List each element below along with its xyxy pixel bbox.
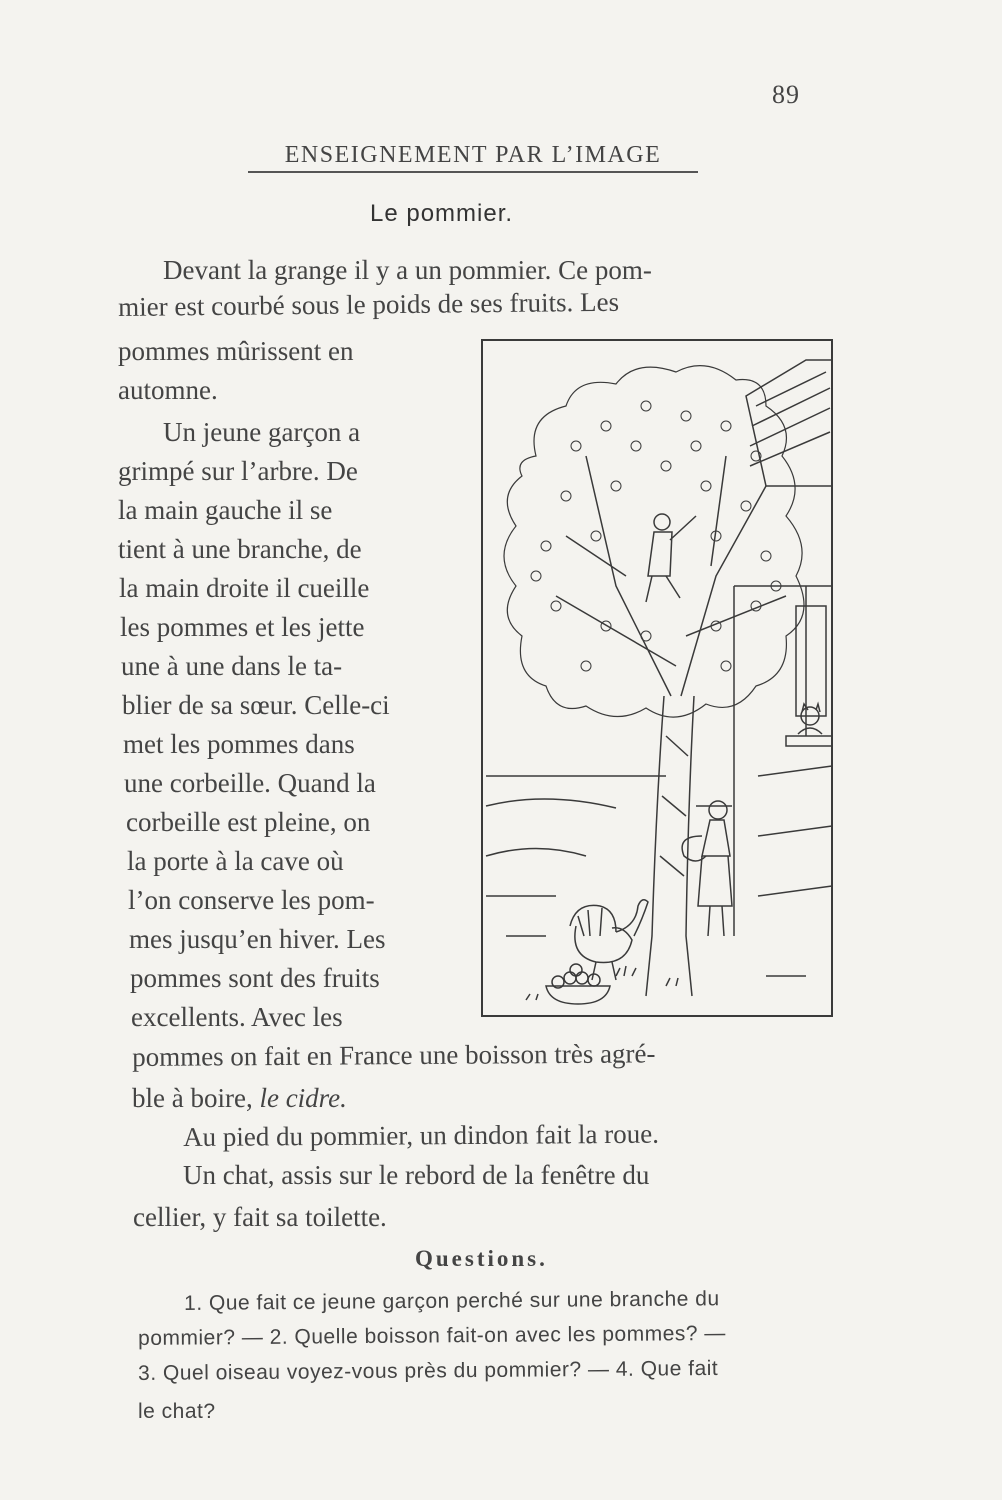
text-line: une corbeille. Quand la	[124, 768, 376, 798]
text-line: mier est courbé sous le poids de ses fruits. Les	[118, 286, 620, 322]
text-line: cellier, y fait sa toilette.	[133, 1202, 387, 1232]
text-line: grimpé sur l’arbre. De	[118, 456, 358, 486]
page-number: 89	[772, 80, 800, 109]
text-line: Au pied du pommier, un dindon fait la roue.	[183, 1118, 660, 1152]
question-line: pommier? — 2. Quelle boisson fait-on avec les pommes? —	[138, 1321, 726, 1350]
text-line: la main droite il cueille	[119, 573, 370, 603]
text-line: pommes mûrissent en	[118, 336, 354, 366]
text-line: Devant la grange il y a un pommier. Ce pom-	[163, 255, 652, 285]
lesson-title: Le pommier.	[370, 200, 514, 227]
text-line: automne.	[118, 375, 218, 405]
apple-tree-illustration	[466, 336, 836, 1020]
text-line: Un jeune garçon a	[163, 417, 361, 447]
text-line: tient à une branche, de	[118, 534, 362, 564]
text-line: la porte à la cave où	[127, 846, 344, 876]
text-line: pommes on fait en France une boisson très agré-	[132, 1038, 656, 1072]
text-line: mes jusqu’en hiver. Les	[129, 924, 386, 954]
question-line: 3. Quel oiseau voyez-vous près du pommier? — 4. Que fait	[138, 1356, 719, 1385]
text-line: l’on conserve les pom-	[128, 885, 375, 915]
text-segment: ble à boire,	[132, 1083, 253, 1113]
text-line: blier de sa sœur. Celle-ci	[122, 690, 390, 720]
section-heading: ENSEIGNEMENT PAR L’IMAGE	[248, 142, 698, 173]
text-line: met les pommes dans	[123, 729, 355, 759]
text-line: la main gauche il se	[118, 495, 333, 525]
text-line: pommes sont des fruits	[130, 963, 380, 993]
question-line: 1. Que fait ce jeune garçon perché sur une branche du	[184, 1287, 720, 1315]
question-line: le chat?	[138, 1400, 216, 1423]
text-line: une à une dans le ta-	[121, 651, 343, 681]
questions-title: Questions.	[415, 1246, 548, 1271]
text-line: les pommes et les jette	[120, 612, 365, 642]
text-line: corbeille est pleine, on	[126, 807, 371, 837]
text-line: Un chat, assis sur le rebord de la fenêtre du	[183, 1160, 650, 1190]
text-line	[132, 1080, 347, 1116]
text-emphasis-cidre: le cidre.	[259, 1083, 347, 1113]
text-line: excellents. Avec les	[131, 1002, 343, 1032]
